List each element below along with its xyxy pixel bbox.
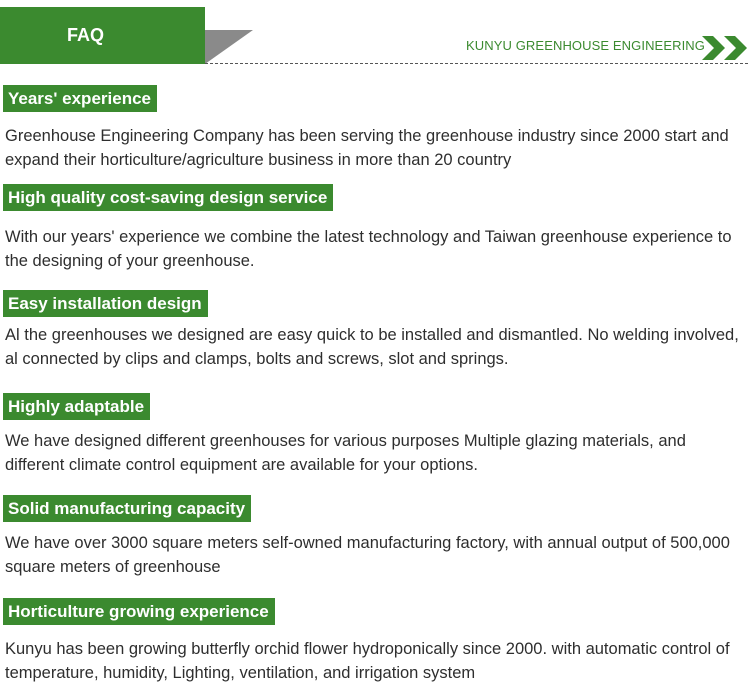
section-label-years-experience: Years' experience: [3, 85, 157, 112]
header-tagline: KUNYU GREENHOUSE ENGINEERING: [466, 38, 706, 53]
faq-header-tab: [0, 7, 205, 64]
section-label-manufacturing-capacity: Solid manufacturing capacity: [3, 495, 251, 522]
faq-header-title: FAQ: [67, 25, 105, 45]
section-label-easy-installation: Easy installation design: [3, 290, 208, 317]
section-text-easy-installation: Al the greenhouses we designed are easy quick to be installed and dismantled. No welding involved, al connected by clips and clamps, bolts and screws, slot and springs.: [5, 326, 739, 368]
section-text-manufacturing-capacity: We have over 3000 square meters self-owned manufacturing factory, with annual output of 500,000 square meters of greenhouse: [5, 534, 730, 576]
section-label-growing-experience: Horticulture growing experience: [3, 598, 275, 625]
section-text-highly-adaptable: We have designed different greenhouses for various purposes Multiple glazing materials, and different climate control equipment are available for your options.: [5, 432, 686, 474]
header-divider: [205, 63, 748, 64]
section-text-growing-experience: Kunyu has been growing butterfly orchid flower hydroponically since 2000. with automatic control of temperature, humidity, Lighting, ventilation, and irrigation system: [5, 640, 730, 682]
section-text-years-experience: Greenhouse Engineering Company has been serving the greenhouse industry since 2000 start and expand their horticulture/agriculture business in more than 20 country: [5, 127, 729, 169]
section-label-highly-adaptable: Highly adaptable: [3, 393, 150, 420]
header-tab-shadow: [205, 30, 253, 64]
section-label-design-service: High quality cost-saving design service: [3, 184, 333, 211]
section-text-design-service: With our years' experience we combine the latest technology and Taiwan greenhouse experience to the designing of your greenhouse.: [5, 228, 732, 270]
